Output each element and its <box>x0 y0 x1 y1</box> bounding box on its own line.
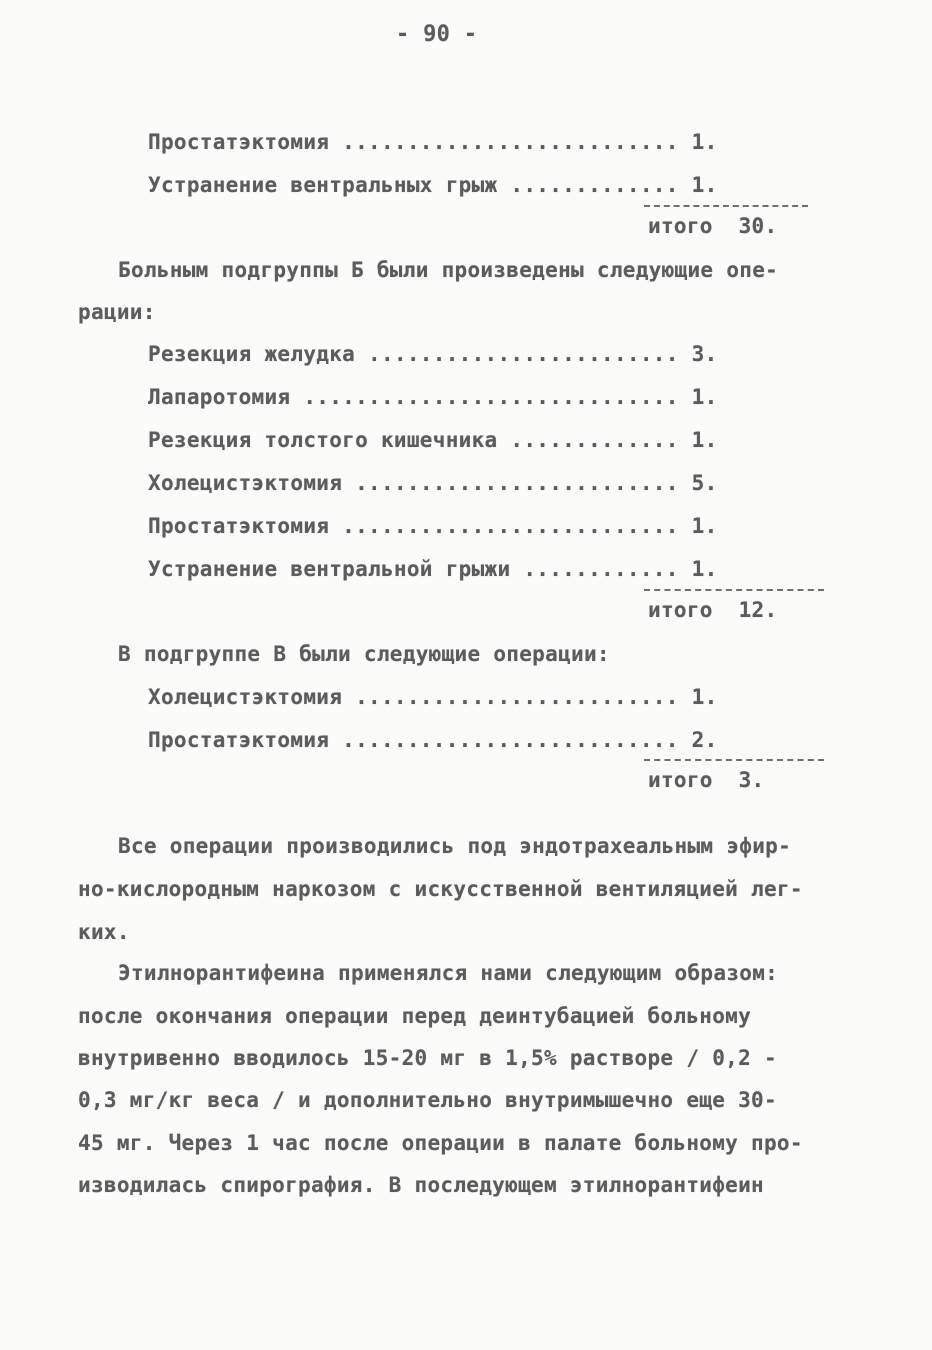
operation-count: 1. <box>691 173 718 197</box>
operation-name: Резекция толстого кишечника <box>148 428 498 452</box>
paragraph-line: после окончания операции перед деинтубацией больному <box>78 1004 752 1028</box>
operation-count: 1. <box>691 557 718 581</box>
operation-count: 3. <box>691 342 718 366</box>
paragraph-line: но-кислородным наркозом с искусственной вентиляцией лег- <box>78 877 803 901</box>
operation-name: Простатэктомия <box>148 130 330 154</box>
operation-name: Простатэктомия <box>148 728 330 752</box>
leader-dots: ............. <box>497 173 679 197</box>
total-value: 3. <box>738 768 765 792</box>
operation-name: Устранение вентральных грыж <box>148 173 498 197</box>
operation-count: 1. <box>691 514 718 538</box>
paragraph-line: Больным подгруппы Б были произведены следующие опе- <box>118 258 779 282</box>
leader-dots: .......................... <box>329 130 679 154</box>
paragraph-line: В подгруппе В были следующие операции: <box>118 642 610 666</box>
total-row <box>648 214 777 238</box>
paragraph-line: рации: <box>78 300 156 324</box>
list-item <box>148 685 718 709</box>
paragraph-line: внутривенно вводилось 15-20 мг в 1,5% растворе / 0,2 - <box>78 1046 777 1070</box>
operation-name: Холецистэктомия <box>148 471 343 495</box>
list-item <box>148 728 718 752</box>
paragraph-line: Этилнорантифеина применялся нами следующим образом: <box>118 961 779 985</box>
leader-dots: ........................ <box>355 342 679 366</box>
paragraph-line: Все операции производились под эндотрахеальным эфир- <box>118 834 792 858</box>
paragraph-line: ких. <box>78 920 130 944</box>
list-item <box>148 557 718 581</box>
total-row <box>648 598 777 622</box>
list-item <box>148 173 718 197</box>
operation-count: 1. <box>691 685 718 709</box>
list-item <box>148 428 718 452</box>
operation-name: Простатэктомия <box>148 514 330 538</box>
list-item <box>148 471 718 495</box>
operation-name: Холецистэктомия <box>148 685 343 709</box>
paragraph-line: 45 мг. Через 1 час после операции в палате больному про- <box>78 1131 803 1155</box>
total-divider <box>644 759 824 761</box>
operation-name: Лапаротомия <box>148 385 291 409</box>
operation-count: 1. <box>691 428 718 452</box>
operation-count: 5. <box>691 471 718 495</box>
list-item <box>148 514 718 538</box>
total-label: итого <box>648 598 713 622</box>
paragraph-line: изводилась спирография. В последующем этилнорантифеин <box>78 1173 764 1197</box>
list-item <box>148 385 718 409</box>
leader-dots: ............................. <box>290 385 679 409</box>
list-item <box>148 130 718 154</box>
total-value: 30. <box>738 214 778 238</box>
operation-name: Резекция желудка <box>148 342 356 366</box>
total-row <box>648 768 765 792</box>
total-divider <box>644 589 824 591</box>
total-divider <box>644 205 808 207</box>
total-label: итого <box>648 214 713 238</box>
list-item <box>148 342 718 366</box>
page-number: - 90 - <box>396 22 478 47</box>
leader-dots: ............ <box>510 557 679 581</box>
total-value: 12. <box>738 598 778 622</box>
operation-name: Устранение вентральной грыжи <box>148 557 511 581</box>
leader-dots: .......................... <box>329 728 679 752</box>
total-label: итого <box>648 768 713 792</box>
leader-dots: ......................... <box>342 471 679 495</box>
leader-dots: .......................... <box>329 514 679 538</box>
operation-count: 2. <box>691 728 718 752</box>
operation-count: 1. <box>691 130 718 154</box>
paragraph-line: 0,3 мг/кг веса / и дополнительно внутримышечно еще 30- <box>78 1088 777 1112</box>
leader-dots: ......................... <box>342 685 679 709</box>
operation-count: 1. <box>691 385 718 409</box>
leader-dots: ............. <box>497 428 679 452</box>
